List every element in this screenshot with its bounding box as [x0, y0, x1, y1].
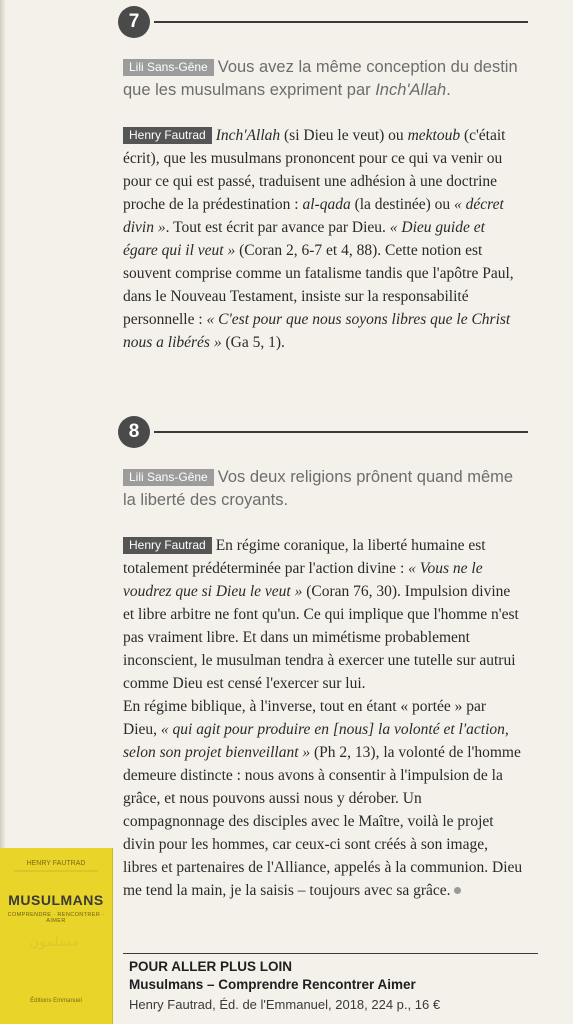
section-number-8: 8	[118, 416, 150, 448]
answer-7-run-9: (Coran 2, 6-7 et 4, 88). Cette notion est souvent comprise comme un fatalisme tandis que l'apôtre Paul, dans le Nouveau Testament, insiste sur la responsabilité personnelle :	[123, 242, 514, 328]
book-meta: Henry Fautrad, Éd. de l'Emmanuel, 2018, 224 p., 16 €	[129, 997, 441, 1012]
section-7-header	[118, 6, 528, 38]
cover-arabic-text: مسلمون	[28, 934, 80, 950]
answer-7-text	[123, 127, 514, 351]
answer-7-run-1: (si Dieu le veut) ou	[280, 127, 408, 144]
answer-7-run-0: Inch'Allah	[215, 127, 281, 144]
question-7-text: Vous avez la même conception du destin que les musulmans expriment par	[123, 58, 518, 99]
answer-7-paragraph	[123, 124, 523, 354]
answer-8-text-1	[123, 537, 519, 692]
end-of-article-icon	[454, 887, 461, 894]
question-8-text: Vos deux religions prônent quand même la liberté des croyants.	[123, 468, 514, 509]
answer-7-run-8: « Dieu guide et égare qui il veut »	[123, 219, 485, 259]
answer-7-run-3: (c'était écrit), que les musulmans prononcent pour ce qui va venir ou pour ce qui est passé, traduisent une adhésion à une doctrine proche de la prédestination :	[123, 127, 506, 213]
section-8-header	[118, 416, 528, 448]
answer-8-p1-run-2: (Coran 76, 30). Impulsion divine et libre arbitre ne font qu'un. Ce qui implique que l'homme n'est pas vraiment libre. Et dans un mimétisme probablement inconscient, le musulman tendra à exercer une tutelle sur autrui comme Dieu est censé l'exercer sur lui.	[123, 583, 519, 692]
answer-8-p2-run-2: (Ph 2, 13), la volonté de l'homme demeure distincte : nous avons à consentir à l'impulsion de la grâce, et nous pouvons aussi nous y dérober. Un compagnonnage des disciples avec le Maître, voilà le projet divin pour les hommes, car ceux-ci sont créés à son image, libres et partenaires de l'Alliance, appelés à la communion. Dieu me tend la main, je la saisis – toujours avec sa grâce.	[123, 744, 523, 899]
question-8	[123, 466, 523, 512]
answer-8-paragraph-2	[123, 695, 523, 902]
cover-title: MUSULMANS	[8, 892, 104, 908]
answer-7-run-6: « décret divin »	[123, 196, 504, 236]
answer-8-p2-run-0: En régime biblique, à l'inverse, tout en étant « portée » par Dieu,	[123, 698, 487, 738]
author-tag: Henry Fautrad	[123, 537, 212, 554]
answer-7-run-2: mektoub	[407, 127, 461, 144]
further-reading-box	[123, 948, 543, 1024]
answer-7	[123, 124, 523, 354]
question-7-end: .	[446, 81, 451, 99]
answer-8-p1-run-1: « Vous ne le voudrez que si Dieu le veut »	[123, 560, 483, 600]
cover-publisher: Éditions Emmanuel	[30, 998, 82, 1004]
answer-7-run-5: (la destinée) ou	[350, 196, 454, 213]
answer-8-text-2	[123, 698, 522, 899]
question-7-italic: Inch'Allah	[375, 81, 447, 99]
answer-7-run-7: . Tout est écrit par avance par Dieu.	[165, 219, 390, 236]
answer-7-run-11: (Ga 5, 1).	[221, 334, 285, 351]
section-rule	[154, 431, 528, 433]
interviewer-tag: Lili Sans-Gêne	[123, 59, 214, 76]
author-tag: Henry Fautrad	[123, 127, 212, 144]
further-heading: POUR ALLER PLUS LOIN	[129, 959, 293, 974]
answer-7-run-4: al-qada	[302, 196, 351, 213]
section-number-7: 7	[118, 6, 150, 38]
section-rule	[154, 21, 528, 23]
answer-8-p1-run-0: En régime coranique, la liberté humaine est totalement prédéterminée par l'action divine :	[123, 537, 486, 577]
cover-decoration	[14, 870, 98, 872]
book-cover	[0, 848, 113, 1024]
answer-8	[123, 534, 523, 902]
cover-subtitle: COMPRENDRE · RENCONTRER · AIMER	[7, 912, 105, 924]
answer-7-run-10: « C'est pour que nous soyons libres que le Christ nous a libérés »	[123, 311, 511, 351]
question-7	[123, 56, 523, 102]
book-title: Musulmans – Comprendre Rencontrer Aimer	[129, 977, 416, 992]
answer-8-paragraph-1	[123, 534, 523, 695]
further-rule	[123, 953, 538, 954]
interviewer-tag: Lili Sans-Gêne	[123, 469, 214, 486]
cover-author: HENRY FAUTRAD	[26, 860, 86, 867]
answer-8-p2-run-1: « qui agit pour produire en [nous] la volonté et l'action, selon son projet bienveillant »	[123, 721, 509, 761]
